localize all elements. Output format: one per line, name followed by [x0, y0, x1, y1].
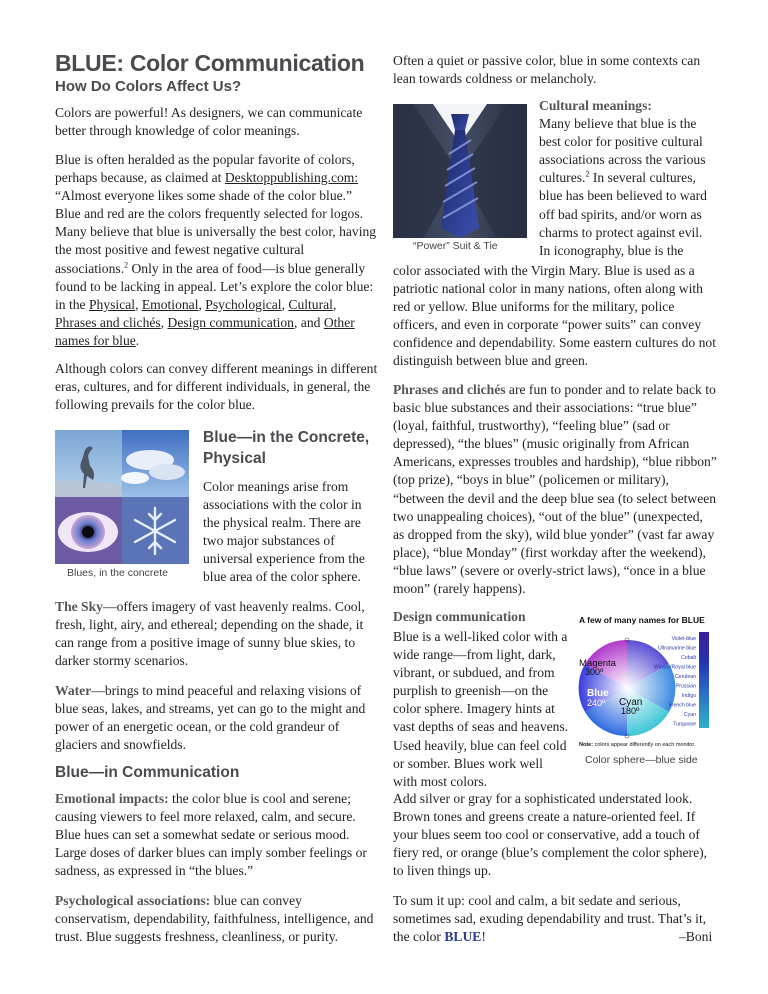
color-sphere-figure — [575, 612, 717, 752]
communication-heading: Blue—in Communication — [55, 764, 240, 781]
page-title: BLUE: Color Communication — [55, 50, 365, 76]
blue-label: Blue — [587, 688, 609, 699]
concrete-heading: Blue—in the Concrete, Physical — [203, 429, 370, 467]
link-cultural[interactable]: Cultural — [288, 296, 333, 312]
sphere-caption: Color sphere—blue side — [585, 754, 698, 766]
design-heading: Design communication — [393, 609, 526, 624]
general-paragraph: Although colors can convey different meanings in different eras, cultures, and for different individuals, in general, the following prevails for the color blue. — [55, 361, 378, 413]
magenta-degrees: 300º — [585, 667, 604, 677]
quiet-paragraph: Often a quiet or passive color, blue in some contexts can lean towards coldness or melancholy. — [393, 53, 701, 87]
blue-degrees: 240º — [587, 698, 606, 708]
suit-tie-image — [393, 104, 527, 238]
name-indigo: Indigo — [681, 693, 696, 699]
favorite-paragraph: Blue is often heralded as the popular favorite of colors, perhaps because, as claimed at Desktoppublishing.com: “Almost everyone likes some shade of the color blue.” Blue and red are the colors frequently selected for logos. Many believe that blue is universally the best color, having the most positive and fewest negative cultural associations.$^2$ Only in the area of food—is blue generally found to be lacking in appeal. Let’s explore the color blue: in the Physical, Emotional, Psychological, Cultural, Phrases and clichés, Design communication, and Other names for blue. — [55, 152, 377, 348]
name-cerulean: Cerulean — [674, 674, 696, 680]
name-ultramarine: Ultramarine blue — [657, 645, 696, 652]
blue-word: BLUE — [444, 929, 482, 945]
name-turquoise: Turquoise — [673, 721, 696, 728]
cultural-paragraph-bottom: color associated with the Virgin Mary. Blue is used as a patriotic national color in many nations, often along with red or yellow. Blue uniforms for the military, police officers, and even in corporate “power suits” can convey confidence and dependability. Some eastern cultures do not distinguish between blue and green. — [393, 263, 716, 369]
water-paragraph: Water—brings to mind peaceful and relaxing visions of blue seas, lakes, and streams, yet can go to the might and power of an energetic ocean, or the cold grandeur of glaciers and snowfields. — [55, 683, 366, 753]
cultural-paragraph-top: Cultural meanings: Many believe that blue is the best color for positive cultural associations across the various cultures.$^2$ In several cultures, blue has been believed to ward off bad spirits, and/or worn as charms to protect against evil. In iconography, blue is the — [539, 98, 707, 258]
name-royal-blue: Winsor/Royal blue — [653, 664, 696, 671]
link-other-names[interactable]: Other names for blue — [55, 314, 355, 348]
design-paragraph-2: Add silver or gray for a sophisticated understated look. Brown tones and greens create a nature-oriented feel. If your blues seem too cool or conservative, add a touch of fiery red, or orange (blue’s complement the color sphere), to liven things up. — [393, 791, 708, 879]
summary-paragraph: To sum it up: cool and calm, a bit sedate and serious, sometimes sad, exuding dependability and trust. That’s it, the color BLUE! — [393, 893, 707, 945]
name-french-blue: French blue — [668, 702, 696, 709]
tie-caption: “Power” Suit & Tie — [413, 240, 498, 252]
concrete-collage-image — [55, 430, 189, 564]
link-psychological[interactable]: Psychological — [205, 296, 282, 312]
name-cobalt: Cobalt — [681, 655, 696, 661]
link-design[interactable]: Design communication — [167, 314, 294, 330]
desktoppublishing-link[interactable]: Desktoppublishing.com: — [224, 170, 359, 186]
cyan-degrees: 180º — [621, 706, 640, 716]
concrete-caption: Blues, in the concrete — [67, 567, 168, 579]
psychological-paragraph: Psychological associations: blue can convey conservatism, dependability, faithfulness, intelligence, and trust. Blue suggests freshness, cleanliness, or purity. — [55, 893, 374, 945]
sphere-title: A few of many names for BLUE — [579, 615, 705, 625]
magenta-label: Magenta — [579, 658, 616, 669]
blue-swatch-bar — [699, 632, 709, 728]
sky-paragraph: The Sky—offers imagery of vast heavenly realms. Cool, fresh, light, airy, and ethereal; depending on the shade, it can range from a positive image of sunny blue skies, to darker stormy scenarios. — [55, 599, 365, 669]
page-subtitle: How Do Colors Affect Us? — [55, 78, 242, 95]
link-phrases[interactable]: Phrases and clichés — [55, 314, 161, 330]
design-paragraph: Blue is a well-liked color with a wide range—from light, dark, vibrant, or subdued, and from purplish to greenish—on the color sphere. Imagery hints at vast depths of seas and heavens. Used heavily, blue can feel cold or somber. Blues work well with most colors. — [393, 629, 569, 789]
emotional-paragraph: Emotional impacts: the color blue is cool and serene; causing viewers to feel more relaxed, calm, and secure. Blue hues can set a somewhat sedate or serious mood. Large doses of darker blues can imply somber feelings or sadness, as expressed in “the blues.” — [55, 791, 367, 879]
signature: –Boni — [679, 929, 713, 944]
phrases-paragraph: Phrases and clichés are fun to ponder and to relate back to basic blue substances and their associations: “true blue” (loyal, faithful, trustworthy), “feeling blue” (sad or depressed), “the blues” (music originally from African Americans, expresses troubles and hardship), “blue ribbon” (top prize), “boys in blue” (policemen or military), “between the devil and the deep blue sea (to select between two unappealing choices), “out of the blue” (unexpected, as dropped from the sky), wild blue yonder” (vast far away place), “blue Monday” (first workday after the weekend), “blue laws” (severe or overly-strict laws), “once in a blue moon” (rarely happens). — [393, 382, 717, 597]
name-violet-blue: Violet-blue — [671, 636, 696, 642]
sphere-note: Note: colors appear differently on each monitor. — [579, 742, 696, 748]
name-cyan: Cyan — [683, 712, 696, 718]
link-emotional[interactable]: Emotional — [141, 296, 199, 312]
link-physical[interactable]: Physical — [88, 296, 136, 312]
name-prussian: Prussian — [675, 683, 696, 690]
intro-paragraph: Colors are powerful! As designers, we can communicate better through knowledge of color meanings. — [55, 105, 363, 139]
cyan-label: Cyan — [619, 697, 643, 708]
concrete-paragraph: Color meanings arise from associations with the color in the physical realm. There are two major substances of universal experience from the blue area of the color sphere. — [203, 479, 365, 585]
